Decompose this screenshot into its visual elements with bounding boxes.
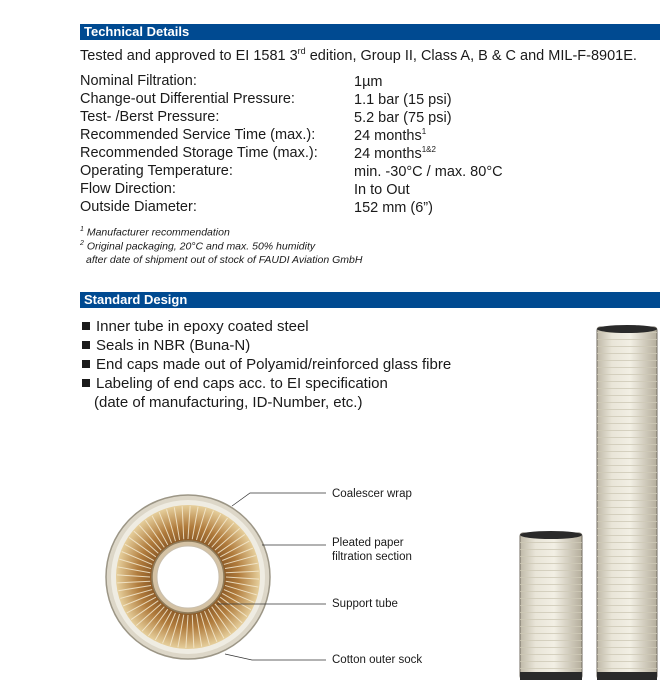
footnote-2-continuation: after date of shipment out of stock of FAUDI Aviation GmbH [86,254,363,266]
spec-label: Recommended Service Time (max.): [80,127,316,143]
spec-value: 1.1 bar (15 psi) [354,91,452,108]
spec-label: Recommended Storage Time (max.): [80,145,318,161]
bullet-item-end-caps: End caps made out of Polyamid/reinforced glass fibre [82,356,451,373]
spec-label: Nominal Filtration: [80,73,197,89]
short-filter-cartridge [520,531,582,680]
callout-cotton-outer-sock: Cotton outer sock [332,654,423,666]
spec-label: Test- /Berst Pressure: [80,109,220,125]
standard-design-header: Standard Design [80,292,660,308]
spec-value: In to Out [354,181,410,198]
bullet-item-seals: Seals in NBR (Buna-N) [82,337,250,354]
spec-value: 24 months$^{1\&2}$ [354,145,436,162]
spec-label: Outside Diameter: [80,199,197,215]
spec-value: 5.2 bar (75 psi) [354,109,452,126]
bullet-item-inner-tube: Inner tube in epoxy coated steel [82,318,309,335]
bullet-item-labeling-continuation: (date of manufacturing, ID-Number, etc.) [94,394,363,411]
spec-value: min. -30°C / max. 80°C [354,163,503,180]
callout-support-tube: Support tube [332,598,398,610]
callout-coalescer-wrap: Coalescer wrap [332,488,412,500]
footnote-1: $^1$ Manufacturer recommendation [80,226,230,239]
footnote-2: $^2$ Original packaging, 20°C and max. 50% humidity [80,240,316,253]
intro-text: Tested and approved to EI 1581 3rd edition, Group II, Class A, B & C and MIL-F-8901E. [80,46,637,64]
tall-filter-cartridge [597,325,657,680]
spec-value: 24 months$^1$ [354,127,427,144]
spec-label: Flow Direction: [80,181,176,197]
spec-value: 1µm [354,73,383,90]
technical-details-header: Technical Details [80,24,660,40]
bullet-item-labeling: Labeling of end caps acc. to EI specification [82,375,388,392]
callout-pleated-paper: Pleated paper filtration section [332,537,412,563]
cross-section-diagram [106,495,270,659]
spec-label: Change-out Differential Pressure: [80,91,295,107]
spec-label: Operating Temperature: [80,163,233,179]
spec-value: 152 mm (6”) [354,199,433,216]
